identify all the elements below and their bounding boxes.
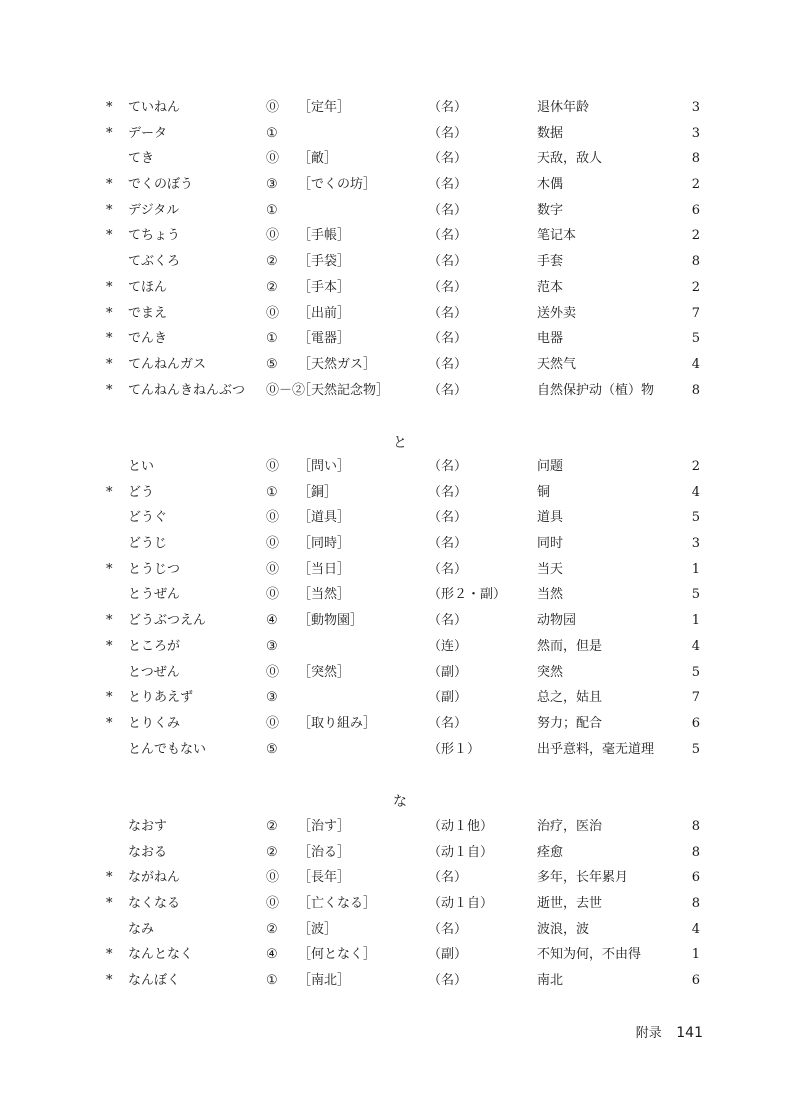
- meaning: 努力；配合: [537, 715, 603, 731]
- reading: なくなる: [128, 896, 181, 912]
- vocab-row: [0, 378, 800, 404]
- kanji-form: ［天然ガス］: [298, 356, 377, 372]
- kanji-form: ［銅］: [298, 484, 338, 500]
- reading: とんでもない: [128, 741, 207, 757]
- meaning: 范本: [537, 279, 564, 295]
- meaning: 退休年龄: [537, 100, 590, 115]
- lesson-number: 5: [691, 331, 700, 347]
- part-of-speech: （名）: [428, 510, 468, 526]
- accent-mark: ⓪: [266, 510, 280, 526]
- part-of-speech: （名）: [428, 459, 468, 474]
- lesson-number: 5: [691, 664, 700, 680]
- new-word-marker: *: [106, 382, 113, 398]
- vocab-row: [0, 608, 800, 634]
- vocab-row: [0, 326, 800, 352]
- accent-mark: ⓪: [266, 715, 280, 731]
- kanji-form: ［南北］: [298, 973, 351, 989]
- new-word-marker: *: [106, 973, 113, 989]
- reading: てんねんガス: [128, 356, 207, 372]
- part-of-speech: （名）: [428, 973, 468, 989]
- reading: てき: [128, 151, 155, 167]
- meaning: 痊愈: [537, 844, 564, 860]
- meaning: 南北: [537, 973, 564, 989]
- vocab-row: [0, 146, 800, 172]
- kanji-form: ［手袋］: [298, 254, 351, 270]
- part-of-speech: （名）: [428, 279, 468, 295]
- reading: てぶくろ: [128, 254, 181, 270]
- part-of-speech: （副）: [428, 690, 468, 706]
- new-word-marker: *: [106, 947, 113, 963]
- section-na: [0, 814, 800, 994]
- kanji-form: ［手帳］: [298, 228, 351, 244]
- vocab-row: [0, 531, 800, 557]
- section-heading-na: な: [393, 794, 407, 810]
- accent-mark: ②: [266, 279, 278, 295]
- new-word-marker: *: [106, 715, 113, 731]
- lesson-number: 1: [691, 561, 700, 577]
- kanji-form: ［亡くなる］: [298, 896, 377, 912]
- meaning: 总之，姑且: [537, 690, 603, 706]
- reading: ながねん: [128, 870, 181, 886]
- meaning: 数字: [537, 202, 564, 218]
- part-of-speech: （形２・副）: [428, 587, 507, 603]
- accent-mark: ⓪: [266, 536, 280, 552]
- vocab-row: [0, 172, 800, 198]
- accent-mark: ①: [266, 202, 278, 218]
- vocab-row: [0, 711, 800, 737]
- meaning: 突然: [537, 664, 564, 680]
- reading: とうじつ: [128, 561, 181, 577]
- reading: どう: [128, 484, 155, 500]
- reading: デジタル: [128, 202, 180, 218]
- lesson-number: 6: [691, 202, 700, 218]
- reading: とうぜん: [128, 587, 181, 603]
- new-word-marker: *: [106, 100, 113, 115]
- kanji-form: ［当然］: [298, 587, 351, 603]
- section-to: [0, 454, 800, 762]
- part-of-speech: （名）: [428, 177, 468, 193]
- kanji-form: ［突然］: [298, 664, 351, 680]
- new-word-marker: *: [106, 279, 113, 295]
- vocab-row: [0, 814, 800, 840]
- new-word-marker: *: [106, 561, 113, 577]
- vocab-row: [0, 737, 800, 763]
- part-of-speech: （名）: [428, 254, 468, 270]
- meaning: 自然保护动（植）物: [537, 382, 655, 398]
- meaning: 当天: [537, 561, 564, 577]
- accent-mark: ①: [266, 484, 278, 500]
- accent-mark: ⓪: [266, 228, 280, 244]
- reading: てちょう: [128, 228, 181, 244]
- accent-mark: ⓪: [266, 664, 280, 680]
- lesson-number: 3: [691, 536, 700, 552]
- new-word-marker: *: [106, 896, 113, 912]
- part-of-speech: （名）: [428, 484, 468, 500]
- lesson-number: 5: [691, 587, 700, 603]
- meaning: 问题: [537, 459, 564, 474]
- lesson-number: 8: [691, 151, 700, 167]
- page-number: 141: [676, 1025, 703, 1041]
- kanji-form: ［長年］: [298, 870, 351, 886]
- lesson-number: 3: [691, 125, 700, 141]
- kanji-form: ［取り組み］: [298, 715, 377, 731]
- reading: なんぼく: [128, 973, 181, 989]
- lesson-number: 8: [691, 382, 700, 398]
- lesson-number: 2: [691, 177, 700, 193]
- accent-mark: ⓪: [266, 100, 280, 115]
- accent-mark: ①: [266, 125, 278, 141]
- part-of-speech: （名）: [428, 356, 468, 372]
- part-of-speech: （名）: [428, 921, 468, 937]
- reading: どうぐ: [128, 510, 168, 526]
- reading: でくのぼう: [128, 177, 194, 193]
- part-of-speech: （名）: [428, 125, 468, 141]
- reading: でまえ: [128, 305, 168, 321]
- meaning: 出乎意料，毫无道理: [537, 741, 655, 757]
- meaning: 动物园: [537, 613, 577, 629]
- meaning: 天敌，敌人: [537, 151, 603, 167]
- accent-mark: ④: [266, 613, 278, 629]
- meaning: 道具: [537, 510, 564, 526]
- reading: でんき: [128, 331, 168, 347]
- accent-mark: ⓪: [266, 305, 280, 321]
- kanji-form: ［治す］: [298, 819, 351, 834]
- reading: データ: [128, 125, 168, 141]
- kanji-form: ［治る］: [298, 844, 351, 860]
- page-footer: [636, 1022, 703, 1041]
- meaning: 治疗，医治: [537, 819, 603, 834]
- new-word-marker: *: [106, 125, 113, 141]
- accent-mark: ③: [266, 638, 278, 654]
- accent-mark: ⓪: [266, 459, 280, 474]
- accent-mark: ⓪: [266, 870, 280, 886]
- vocab-row: [0, 557, 800, 583]
- lesson-number: 2: [691, 459, 700, 474]
- kanji-form: ［天然記念物］: [298, 382, 390, 398]
- lesson-number: 6: [691, 870, 700, 886]
- new-word-marker: *: [106, 177, 113, 193]
- new-word-marker: *: [106, 202, 113, 218]
- part-of-speech: （名）: [428, 331, 468, 347]
- kanji-form: ［道具］: [298, 510, 351, 526]
- reading: ところが: [128, 638, 181, 654]
- reading: なおす: [128, 819, 168, 834]
- part-of-speech: （副）: [428, 947, 468, 963]
- reading: どうじ: [128, 536, 168, 552]
- lesson-number: 6: [691, 973, 700, 989]
- lesson-number: 4: [691, 921, 700, 937]
- part-of-speech: （形１）: [428, 741, 481, 757]
- vocab-row: [0, 223, 800, 249]
- part-of-speech: （动１他）: [428, 819, 494, 834]
- vocab-row: [0, 505, 800, 531]
- part-of-speech: （名）: [428, 870, 468, 886]
- reading: なおる: [128, 844, 168, 860]
- meaning: 多年，长年累月: [537, 870, 629, 886]
- reading: とい: [128, 459, 155, 474]
- lesson-number: 7: [691, 305, 700, 321]
- accent-mark: ⓪: [266, 896, 280, 912]
- lesson-number: 1: [691, 947, 700, 963]
- lesson-number: 8: [691, 254, 700, 270]
- vocab-row: [0, 352, 800, 378]
- kanji-form: ［何となく］: [298, 947, 377, 963]
- meaning: 天然气: [537, 356, 577, 372]
- reading: てんねんきねんぶつ: [128, 382, 246, 398]
- vocab-row: [0, 249, 800, 275]
- new-word-marker: *: [106, 638, 113, 654]
- new-word-marker: *: [106, 356, 113, 372]
- reading: なみ: [128, 921, 155, 937]
- reading: とつぜん: [128, 664, 180, 680]
- kanji-form: ［出前］: [298, 305, 351, 321]
- part-of-speech: （名）: [428, 382, 468, 398]
- vocab-row: [0, 634, 800, 660]
- accent-mark: ⓪: [266, 151, 280, 167]
- vocab-row: [0, 275, 800, 301]
- kanji-form: ［問い］: [298, 459, 351, 474]
- kanji-form: ［手本］: [298, 279, 351, 295]
- meaning: 铜: [537, 484, 551, 500]
- vocab-row: [0, 121, 800, 147]
- reading: なんとなく: [128, 947, 194, 963]
- part-of-speech: （名）: [428, 715, 468, 731]
- new-word-marker: *: [106, 870, 113, 886]
- meaning: 笔记本: [537, 228, 577, 244]
- meaning: 波浪，波: [537, 921, 590, 937]
- vocab-row: [0, 840, 800, 866]
- reading: ていねん: [128, 100, 181, 115]
- meaning: 数据: [537, 125, 564, 141]
- kanji-form: ［波］: [298, 921, 338, 937]
- vocab-row: [0, 968, 800, 994]
- part-of-speech: （名）: [428, 613, 468, 629]
- meaning: 手套: [537, 254, 564, 270]
- accent-mark: ①: [266, 973, 278, 989]
- lesson-number: 4: [691, 356, 700, 372]
- accent-mark: ①: [266, 331, 278, 347]
- reading: てほん: [128, 279, 168, 295]
- vocab-row: [0, 454, 800, 480]
- meaning: 不知为何，不由得: [537, 947, 642, 963]
- kanji-form: ［当日］: [298, 561, 351, 577]
- part-of-speech: （连）: [428, 638, 468, 654]
- lesson-number: 5: [691, 741, 700, 757]
- lesson-number: 4: [691, 638, 700, 654]
- new-word-marker: *: [106, 690, 113, 706]
- kanji-form: ［定年］: [298, 100, 351, 115]
- kanji-form: ［電器］: [298, 331, 351, 347]
- new-word-marker: *: [106, 305, 113, 321]
- lesson-number: 2: [691, 228, 700, 244]
- kanji-form: ［でくの坊］: [298, 177, 377, 193]
- lesson-number: 8: [691, 844, 700, 860]
- vocab-row: [0, 198, 800, 224]
- part-of-speech: （名）: [428, 151, 468, 167]
- reading: とりくみ: [128, 715, 181, 731]
- accent-mark: ⑤: [266, 741, 278, 757]
- lesson-number: 4: [691, 484, 700, 500]
- accent-mark: ②: [266, 819, 278, 834]
- section-te: [0, 95, 800, 403]
- part-of-speech: （动１自）: [428, 844, 494, 860]
- kanji-form: ［敵］: [298, 151, 338, 167]
- new-word-marker: *: [106, 331, 113, 347]
- reading: どうぶつえん: [128, 613, 207, 629]
- vocab-row: [0, 660, 800, 686]
- accent-mark: ④: [266, 947, 278, 963]
- part-of-speech: （副）: [428, 664, 468, 680]
- meaning: 逝世，去世: [537, 896, 603, 912]
- reading: とりあえず: [128, 690, 194, 706]
- vocab-row: [0, 891, 800, 917]
- lesson-number: 1: [691, 613, 700, 629]
- part-of-speech: （名）: [428, 100, 468, 115]
- accent-mark: ⓪－②: [266, 382, 306, 398]
- accent-mark: ②: [266, 921, 278, 937]
- vocab-row: [0, 942, 800, 968]
- lesson-number: 8: [691, 896, 700, 912]
- lesson-number: 8: [691, 819, 700, 834]
- part-of-speech: （名）: [428, 305, 468, 321]
- vocab-row: [0, 301, 800, 327]
- part-of-speech: （名）: [428, 536, 468, 552]
- lesson-number: 6: [691, 715, 700, 731]
- lesson-number: 2: [691, 279, 700, 295]
- vocab-row: [0, 917, 800, 943]
- lesson-number: 3: [691, 100, 700, 115]
- new-word-marker: *: [106, 228, 113, 244]
- part-of-speech: （名）: [428, 202, 468, 218]
- accent-mark: ②: [266, 844, 278, 860]
- section-heading-to: と: [393, 435, 407, 451]
- accent-mark: ②: [266, 254, 278, 270]
- kanji-form: ［動物園］: [298, 613, 364, 629]
- part-of-speech: （名）: [428, 561, 468, 577]
- vocab-row: [0, 865, 800, 891]
- part-of-speech: （名）: [428, 228, 468, 244]
- kanji-form: ［同時］: [298, 536, 351, 552]
- accent-mark: ③: [266, 690, 278, 706]
- accent-mark: ⑤: [266, 356, 278, 372]
- accent-mark: ③: [266, 177, 278, 193]
- meaning: 同时: [537, 536, 564, 552]
- meaning: 木偶: [537, 177, 564, 193]
- vocab-row: [0, 95, 800, 121]
- meaning: 电器: [537, 331, 564, 347]
- part-of-speech: （动１自）: [428, 896, 494, 912]
- vocab-row: [0, 582, 800, 608]
- new-word-marker: *: [106, 484, 113, 500]
- lesson-number: 5: [691, 510, 700, 526]
- vocab-row: [0, 685, 800, 711]
- meaning: 然而，但是: [537, 638, 603, 654]
- new-word-marker: *: [106, 613, 113, 629]
- meaning: 送外卖: [537, 305, 577, 321]
- accent-mark: ⓪: [266, 561, 280, 577]
- vocab-row: [0, 480, 800, 506]
- accent-mark: ⓪: [266, 587, 280, 603]
- meaning: 当然: [537, 587, 564, 603]
- footer-label: 附录: [635, 1026, 662, 1041]
- lesson-number: 7: [691, 690, 700, 706]
